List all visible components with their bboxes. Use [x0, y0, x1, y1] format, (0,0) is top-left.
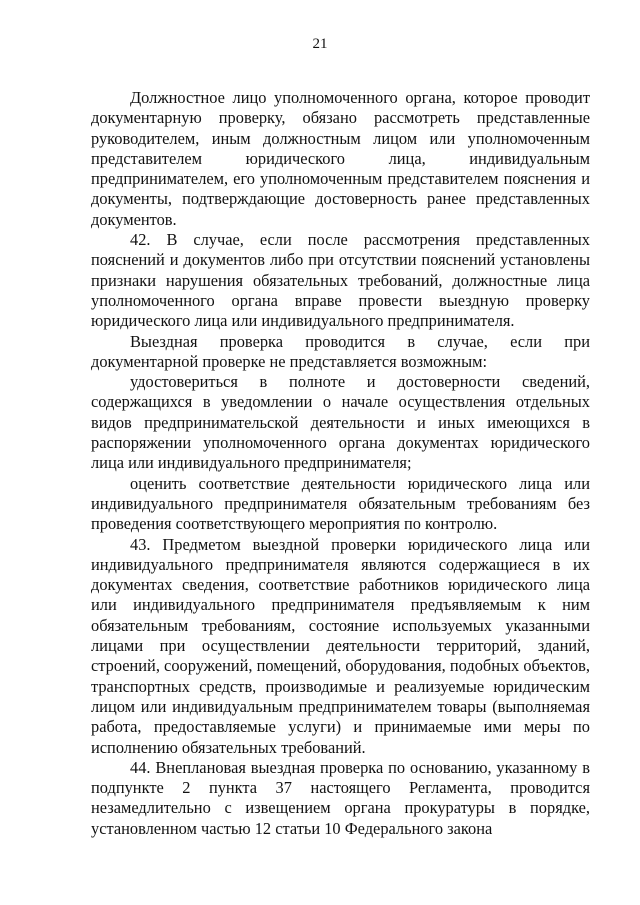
paragraph-42: 42. В случае, если после рассмотрения представленных пояснений и документов либо при отсутствии пояснений установлены признаки нарушения обязательных требований, должностные лица уполномоченного органа вправе провести выездную проверку юридического лица или индивидуального предпринимателя.: [91, 230, 590, 331]
document-body: [91, 88, 590, 839]
page-number: 21: [312, 36, 328, 52]
paragraph-44: 44. Внеплановая выездная проверка по основанию, указанному в подпункте 2 пункта 37 настоящего Регламента, проводится незамедлительно с извещением органа прокуратуры в порядке, установленном частью 12 статьи 10 Федерального закона: [91, 757, 590, 838]
paragraph-assess-compliance: оценить соответствие деятельности юридического лица или индивидуального предпринимателя обязательным требованиям без проведения соответствующего мероприятия по контролю.: [91, 473, 590, 534]
paragraph-onsite-inspection: Выездная проверка проводится в случае, если при документарной проверке не представляется возможным:: [91, 331, 590, 371]
paragraph-43: 43. Предметом выездной проверки юридического лица или индивидуального предпринимателя являются содержащиеся в их документах сведения, соответствие работников юридического лица или индивидуального предпринимателя предъявляемым к ним обязательным требованиям, состояние используемых указанными лицами при осуществлении деятельности территорий, зданий, строений, сооружений, помещений, оборудования, подобных объектов, транспортных средств, производимые и реализуемые юридическим лицом или индивидуальным предпринимателем товары (выполняемая работа, предоставляемые услуги) и принимаемые ими меры по исполнению обязательных требований.: [91, 534, 590, 757]
paragraph-verify-completeness: удостовериться в полноте и достоверности сведений, содержащихся в уведомлении о начале осуществления отдельных видов предпринимательской деятельности и иных имеющихся в распоряжении уполномоченного органа документах юридического лица или индивидуального предпринимателя;: [91, 372, 590, 473]
paragraph-official-review: Должностное лицо уполномоченного органа, которое проводит документарную проверку, обязано рассмотреть представленные руководителем, иным должностным лицом или уполномоченным представителем юридического лица, индивидуальным предпринимателем, его уполномоченным представителем пояснения и документы, подтверждающие достоверность ранее представленных документов.: [91, 88, 590, 229]
